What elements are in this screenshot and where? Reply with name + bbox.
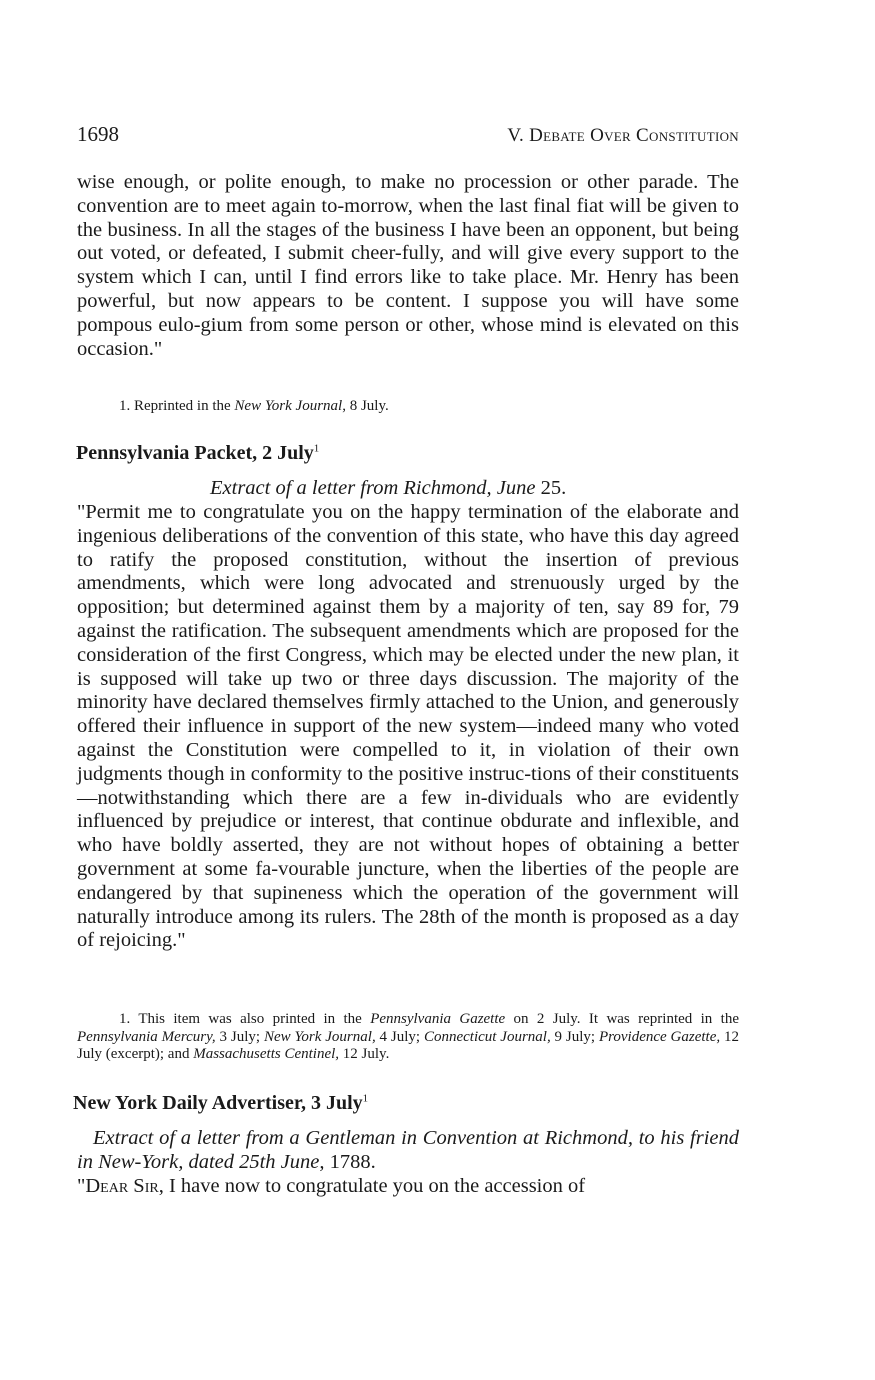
pennsylvania-packet-letter-body: "Permit me to congratulate you on the happy termination of the elaborate and ingenious deliberations of the convention of this state, who have this day agreed to ratify the proposed constitution, without the insertion of previous amendments, which were long advocated and strenuously urged by the opposition; but determined against them by a majority of ten, say 89 for, 79 against the ratification. The subsequent amendments which are proposed for the consideration of the first Congress, which may be elected under the new plan, it is supposed will take up two or three days discussion. The majority of the minority have declared themselves firmly attached to the Union, and generously offered their influence in support of the new system—indeed many who voted against the Constitution were compelled to it, in violation of their own judgments though in conformity to the positive instruc-tions of their constituents—notwithstanding which there are a few in-dividuals who are evidently influenced by prejudice or interest, that continue obdurate and inflexible, and who have boldly asserted, they are not without hopes of obtaining a better government at some fa-vourable juncture, when the liberties of the people are endangered by that supineness which the operation of the government will naturally introduce among its rulers. The 28th of the month is proposed as a day of rejoicing." — [77, 501, 739, 952]
running-head — [77, 122, 739, 147]
extract-line-richmond: Extract of a letter from Richmond, June 25. — [210, 477, 567, 499]
footnote-1: 1. Reprinted in the New York Journal, 8 July. — [119, 398, 389, 414]
continued-letter-text: wise enough, or polite enough, to make no procession or other parade. The convention are to meet again to-morrow, when the last final fiat will be given to the business. In all the stages of the business I have been an opponent, but being out voted, or defeated, I submit cheer-fully, and will give every support to the system which I can, until I find errors like to take place. Mr. Henry has been powerful, but now appears to be content. I suppose you will have some pompous eulo-gium from some person or other, whose mind is elevated on this occasion." — [77, 171, 739, 360]
section-heading-new-york-daily-advertiser: New York Daily Advertiser, 3 July$^1$ — [73, 1092, 369, 1114]
new-york-letter-body-start: "Dear Sir, I have now to congratulate you on the accession of — [77, 1175, 586, 1197]
page-number: 1698 — [77, 122, 119, 146]
footnote-pennsylvania-packet: 1. This item was also printed in the Pennsylvania Gazette on 2 July. It was reprinted in the Pennsylvania Mercury, 3 July; New York Journal, 4 July; Connecticut Journal, 9 July; Providence Gazette, 12 July (excerpt); and Massachusetts Centinel, 12 July. — [77, 1011, 739, 1062]
extract-line-gentleman: Extract of a letter from a Gentleman in Convention at Richmond, to his friend in New-York, dated 25th June, 1788. — [77, 1127, 739, 1173]
running-title: V. Debate Over Constitution — [507, 125, 739, 146]
section-heading-pennsylvania-packet: Pennsylvania Packet, 2 July$^1$ — [76, 442, 320, 464]
